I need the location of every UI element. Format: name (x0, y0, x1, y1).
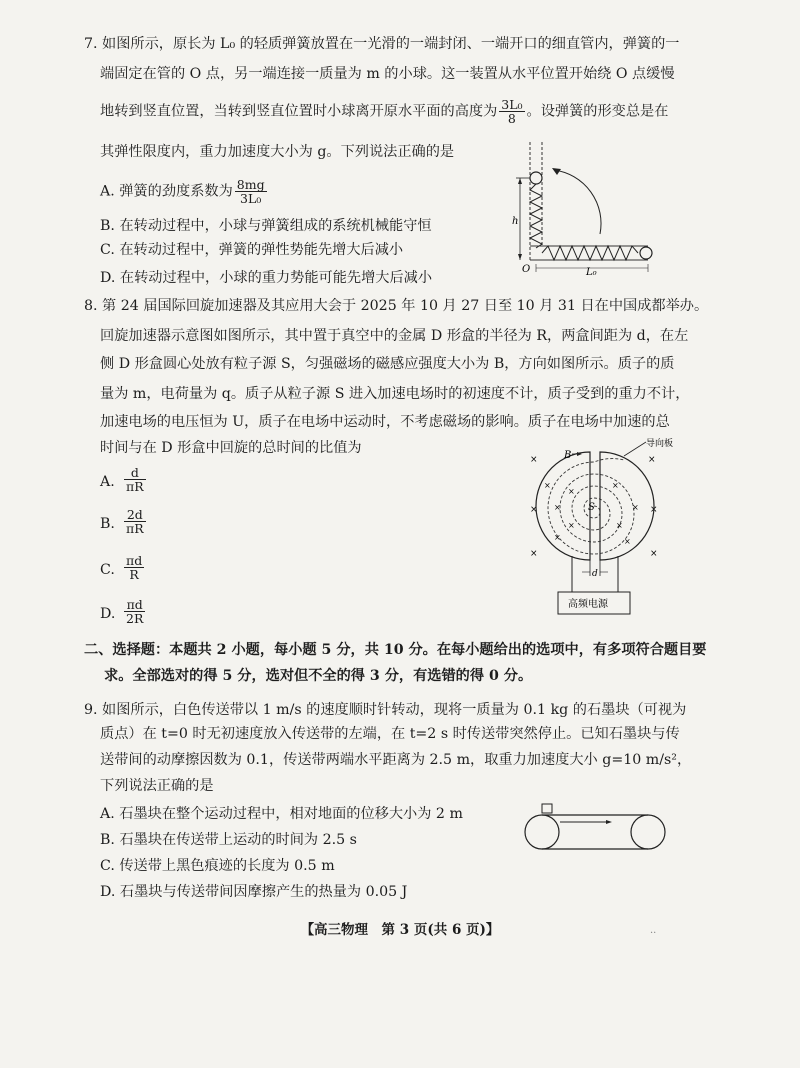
q7-option-a (100, 178, 269, 205)
q7-line-3-pre: 地转到竖直位置，当转到竖直位置时小球离开原水平面的高度为 (100, 103, 498, 120)
q9-line-2: 质点）在 t=0 时无初速度放入传送带的左端，在 t=2 s 时传送带突然停止。已知石墨块与传 (100, 726, 680, 742)
fraction-denominator: πR (126, 521, 144, 536)
field-mark: × (616, 521, 623, 530)
section-2-line-2: 求。全部选对的得 5 分，选对但不全的得 3 分，有选错的得 0 分。 (104, 668, 533, 684)
q8-line-2: 回旋加速器示意图如图所示，其中置于真空中的金属 D 形盒的半径为 R，两盒间距为 d，在左 (100, 328, 689, 344)
q7-option-a-label: A. 弹簧的劲度系数为 (100, 183, 233, 200)
right-pulley (631, 815, 665, 849)
ball-horizontal (640, 247, 652, 259)
rotation-arc (554, 170, 601, 234)
label-d: d (592, 569, 598, 579)
horizontal-spring (542, 246, 638, 260)
fraction-numerator: 2d (124, 508, 146, 522)
q8-option-a-label: A. (100, 474, 115, 490)
q7-line-2: 端固定在管的 O 点，另一端连接一质量为 m 的小球。这一装置从水平位置开始绕 O 点缓慢 (100, 66, 675, 82)
vertical-spring (530, 184, 542, 248)
q8-option-d-fraction (124, 598, 145, 625)
q7-option-a-fraction (235, 178, 267, 205)
field-mark: × (612, 481, 619, 490)
q7-line-3-post: 。设弹簧的形变总是在 (526, 103, 669, 120)
label-o: O (522, 264, 531, 275)
fraction-numerator: d (124, 466, 146, 480)
q8-cyclotron-figure (528, 436, 688, 626)
field-mark: × (530, 549, 538, 559)
footer-mark: ·· (650, 928, 657, 939)
fraction-denominator: 3L₀ (240, 191, 262, 206)
label-guide-plate: 导向板 (646, 439, 674, 449)
page-footer: 【高三物理 第 3 页(共 6 页)】 (300, 922, 500, 938)
field-mark: × (554, 503, 561, 512)
field-mark: × (568, 487, 575, 496)
q8-line-1: 8. 第 24 届国际回旋加速器及其应用大会于 2025 年 10 月 27 日至 10 月 31 日在中国成都举办。 (84, 298, 709, 314)
fraction-numerator: πd (124, 598, 145, 612)
left-d-box (536, 452, 590, 560)
fraction-denominator: πR (126, 479, 144, 494)
q7-line-1: 7. 如图所示，原长为 L₀ 的轻质弹簧放置在一光滑的一端封闭、一端开口的细直管内，弹簧的一 (84, 36, 680, 52)
q9-conveyor-figure (520, 800, 670, 856)
q9-line-3: 送带间的动摩擦因数为 0.1，传送带两端水平距离为 2.5 m，取重力加速度大小 g=10 m/s²， (100, 752, 692, 768)
q9-option-b: B. 石墨块在传送带上运动的时间为 2.5 s (100, 832, 357, 848)
q7-height-fraction (499, 98, 524, 125)
fraction-denominator: 2R (126, 611, 144, 626)
q8-line-4: 量为 m，电荷量为 q。质子从粒子源 S 进入加速电场时的初速度不计，质子受到的重力不计， (100, 386, 690, 402)
q8-option-c-label: C. (100, 562, 115, 578)
q8-line-6: 时间与在 D 形盒中回旋的总时间的比值为 (100, 440, 362, 456)
q8-option-b-fraction (124, 508, 146, 535)
fraction-numerator: 3L₀ (501, 97, 523, 112)
field-mark: × (544, 481, 551, 490)
q8-line-5: 加速电场的电压恒为 U，质子在电场中运动时，不考虑磁场的影响。质子在电场中加速的总 (100, 414, 670, 430)
section-2-line-1: 二、选择题：本题共 2 小题，每小题 5 分，共 10 分。在每小题给出的选项中，有多项符合题目要 (84, 642, 707, 658)
q9-line-1: 9. 如图所示，白色传送带以 1 m/s 的速度顺时针转动，现将一质量为 0.1 kg 的石墨块（可视为 (84, 702, 687, 718)
label-b: B (564, 450, 572, 461)
q8-option-b-label: B. (100, 516, 115, 532)
field-mark: × (648, 455, 656, 465)
field-mark: × (650, 505, 658, 515)
left-pulley (525, 815, 559, 849)
field-mark: × (650, 549, 658, 559)
q7-line-4: 其弹性限度内，重力加速度大小为 g。下列说法正确的是 (100, 144, 455, 160)
ball-vertical (530, 172, 542, 184)
q8-option-c-fraction (124, 554, 144, 581)
field-mark: × (632, 503, 639, 512)
field-mark: × (530, 505, 538, 515)
fraction-numerator: πd (126, 553, 143, 568)
fraction-denominator: 8 (507, 111, 516, 126)
q9-option-c: C. 传送带上黑色痕迹的长度为 0.5 m (100, 858, 335, 874)
q8-option-a-fraction (124, 466, 146, 493)
q9-option-a: A. 石墨块在整个运动过程中，相对地面的位移大小为 2 m (100, 806, 463, 822)
field-mark: × (568, 521, 575, 530)
label-l0: L₀ (586, 267, 597, 278)
q9-option-d: D. 石墨块与传送带间因摩擦产生的热量为 0.05 J (100, 884, 408, 900)
q7-option-b: B. 在转动过程中，小球与弹簧组成的系统机械能守恒 (100, 218, 432, 234)
field-mark: × (554, 533, 561, 542)
field-mark: × (530, 455, 538, 465)
label-h: h (512, 216, 519, 227)
q7-spring-figure (508, 142, 668, 282)
field-mark: × (624, 537, 631, 546)
q8-option-d-label: D. (100, 606, 116, 622)
q9-line-4: 下列说法正确的是 (100, 778, 214, 794)
q7-option-d: D. 在转动过程中，小球的重力势能可能先增大后减小 (100, 270, 433, 286)
label-power-supply: 高频电源 (568, 599, 608, 610)
q8-line-3: 侧 D 形盒圆心处放有粒子源 S，匀强磁场的磁感应强度大小为 B，方向如图所示。质子的质 (100, 356, 675, 372)
fraction-denominator: R (129, 567, 139, 582)
label-s: S (588, 502, 595, 513)
graphite-block (542, 804, 552, 813)
q7-line-3 (100, 98, 668, 125)
fraction-numerator: 8mg (236, 177, 265, 192)
q7-option-c: C. 在转动过程中，弹簧的弹性势能先增大后减小 (100, 242, 404, 258)
